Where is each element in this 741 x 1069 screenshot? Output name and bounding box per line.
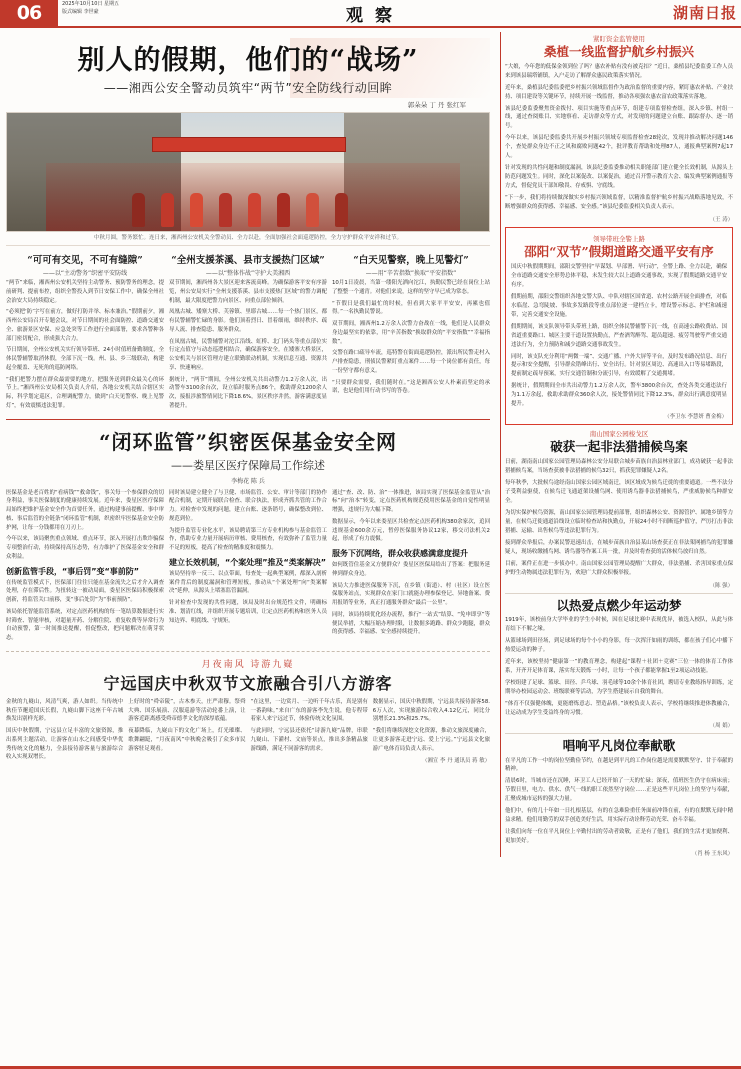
- paragraph: 近年来，桑植县纪委监委把乡村振兴领域监督作为政治监督的重要内容，紧盯惠农补贴、产业扶持、项目建设等关键环节，持续开展一线监督，推动各项强农惠农富农政策落实落地。: [505, 84, 733, 100]
- paragraph: “在这里，一边赏月、一边听千年古乐，真是别有一番韵味。”来自广东的游客李先生说，他专程带着家人来宁远过节，体验传统文化氛围。: [250, 698, 368, 723]
- column-divider: [500, 32, 501, 857]
- hero-sec-title: “白天见警察，晚上见警灯”: [353, 255, 469, 266]
- feature-subheadline: ——娄星区医疗保障局工作综述: [171, 458, 325, 472]
- bottom-column: [6, 698, 123, 765]
- paragraph: 为切实保护候鸟资源，南山国家公园管理局提前部署，组织森林公安、资源管护、属地乡镇等力量，在候鸟迁徙通道沿线设立临时检查站和执勤点，开展24小时不间断巡护值守，严厉打击非法猎捕、运输、出售候鸟等违法犯罪行为。: [505, 509, 733, 534]
- page-folio: 06: [0, 0, 58, 26]
- bottom-body-columns: [6, 698, 490, 765]
- paragraph: 清晨6时，当城市还在沉睡，环卫工人已经开始了一天的忙碌；深夜，值班医生仍守在病床前；节假日里，电力、供水、供气一线的职工依然坚守岗位……正是这些平凡岗位上的坚守与奉献，汇聚成城市运转的强大力量。: [505, 778, 733, 803]
- paragraph: 今年以来，该局聚焦重点领域、重点环节，深入开展打击欺诈骗保专项整治行动，持续保持高压态势，有力维护了医保基金安全和群众利益。: [6, 536, 164, 560]
- paragraph: 数据显示，国庆中秋假期，宁远县共接待游客58.6万人次，实现旅游综合收入4.12亿元，同比分别增长21.3%和25.7%。: [372, 698, 490, 723]
- right-signature: （陈 强）: [709, 582, 733, 589]
- paragraph: 同时，该支队充分利用“两微一端”、交通广播、户外大屏等平台，及时发布路况信息、出行提示和安全提醒，引导群众错峰出行、安全出行。针对景区周边、高速出入口等易堵路段，提前制定疏导预案，实行交通管制和分流引导，有效缓解了交通拥堵。: [511, 353, 727, 378]
- paragraph: 他们中，有的几十年如一日扎根基层，有的在急难险重任务面前冲锋在前，有的在默默无闻中精益求精。他们用勤劳的双手创造美好生活，用实际行动诠释劳动光荣、奋斗幸福。: [505, 808, 733, 824]
- hero-photo: [6, 112, 490, 232]
- hero-photo-caption: 中秋月圆，警务繁忙。连日来，湘西州公安机关全警动员、全力以赴，全面加强社会面巡逻防控，全力守护群众平安祥和过节。: [93, 235, 402, 241]
- photo-person: [248, 193, 261, 227]
- feature-sec-head: 创新监管手段，“事后罚”变“事前防”: [6, 566, 140, 576]
- left-column: [6, 32, 496, 857]
- paragraph: 今年以来，该县纪委监委共开展乡村振兴领域专项监督检查28轮次，发现并推动解决问题146个，查处群众身边不正之风和腐败问题42个，批评教育帮助和处理87人，通报典型案例7起17人。: [505, 135, 733, 160]
- feature-headline: “闭环监管”织密医保基金安全网: [98, 429, 397, 454]
- paragraph: 通过“查、改、防、治”一体推进，该局实现了医保基金监管从“治标”向“治本”转变，定点医药机构规范使用医保基金的自觉性明显增强，违规行为大幅下降。: [332, 489, 490, 513]
- hero-sec-title: “可可有交见，不可有缝隙”: [27, 255, 143, 266]
- feature-column: [6, 489, 164, 646]
- paragraph: 1919年，该校前身大学毕业的学生小时候，因在足球比赛中表现优异，被选入校队，从此与体育结下不解之缘。: [505, 617, 733, 633]
- photo-banner: [152, 137, 347, 152]
- paper-name: 湖南日报: [672, 4, 737, 22]
- right-signature: （王 涛）: [709, 217, 733, 224]
- right-article: [505, 738, 733, 857]
- paragraph: 近年来，该校坚持“健康第一”的教育理念，构建起“课程＋社团＋竞赛”三位一体的体育工作体系，开齐开足体育课，落实每天锻炼一小时，让每一个孩子都能掌握1至2项运动技能。: [505, 659, 733, 675]
- paragraph: “我们把警力摆在群众最需要的地方，把服务送到群众最关心的环节上。”湘西州公安局相关负责人介绍，各地公安机关结合辖区实际，科学划定巡区，合理调配警力，做到“白天见警察、晚上见警灯”，有效震慑违法犯罪。: [6, 376, 164, 409]
- bottom-headline: 宁远国庆中秋双节文旅融合引八方游客: [103, 673, 393, 693]
- paragraph: 夜幕降临，九嶷山下的文化广场上，灯光璀璨、歌舞翩跹，“月夜南风”中秋晚会吸引了众多市民游客驻足观看。: [128, 728, 246, 752]
- paragraph: 10月1日凌晨，当第一缕阳光洒向沱江，执勤民警已经在岗位上站了整整一个通宵。对他们来说，这样的坚守早已成为常态。: [332, 280, 490, 295]
- paragraph: “下一步，我们将持续做深做实乡村振兴领域监督，以精准监督护航乡村振兴战略落地见效，不断增强群众的获得感、幸福感、安全感。”该县纪委监委相关负责人表示。: [505, 195, 733, 211]
- paragraph: 与此同时，宁远县还依托“诗游九嶷”品牌，串联九嶷山、下灌村、文庙等景点，推出多条精品旅游线路，满足不同游客的需求。: [250, 728, 368, 752]
- right-headline: 以热爱点燃少年运动梦: [556, 597, 682, 613]
- paragraph: 双节期间，湘西州1.2万余人次警力奋战在一线，他们是人民群众身边最坚实的依靠，用“辛苦指数”换取群众的“平安指数”“幸福指数”。: [332, 321, 490, 345]
- photo-person: [335, 193, 348, 227]
- hero-sec-sub: ——以“整体作战”守护大美湘西: [205, 270, 291, 277]
- paragraph: 在传统监管模式下，医保部门往往只能在基金流失之后才介入调查处理，存在滞后性。为扭转这一被动局面，娄星区医保局积极探索创新，将监管关口前移，变“事后处罚”为“事前预防”。: [6, 579, 164, 603]
- masthead: [0, 0, 741, 28]
- masthead-editor: 版式编辑 李世豪: [62, 8, 99, 15]
- hero-body-columns: [6, 249, 490, 414]
- paragraph: 同时该局建立健全了与卫健、市场监管、公安、审计等部门的协作配合机制，定期开展联合检查、联合执法，形成齐抓共管的工作合力。对检查中发现的问题，建立台账、逐条销号，确保整改到位、规范到位。: [169, 489, 327, 522]
- paragraph: 在凤凰古城，民警辅警对沱江沿线、虹桥、北门码头等重点部位实行定点值守与动态巡逻相结合，确保游客安全。在矮寨大桥景区，公安机关与景区管理方建立联勤联动机制，实现信息互通、资源共享、快速响应。: [169, 338, 327, 371]
- feature-sec-head: 建立长效机制，“个案处理”推及“类案解决”: [169, 557, 327, 567]
- paragraph: 该县纪委监委聚焦资金拨付、项目实施等重点环节，组建专项监督检查组，深入乡镇、村组一线，通过查阅账目、实地察看、走访群众等方式，对发现的问题建立台账、跟踪督办、逐一销号。: [505, 105, 733, 130]
- right-article: [505, 598, 733, 729]
- hero-column: [332, 249, 490, 414]
- hero-sec-title: “全州支援茶溪、县市支援热门区域”: [171, 255, 325, 266]
- hero-column: [169, 249, 327, 414]
- paragraph: 节日期间，全州公安机关实行领导带班、24小时值班备勤制度，全体民警辅警取消休假，全部下沉一线。州、县、乡三级联动，构建起全覆盖、无死角的巡防网络。: [6, 347, 164, 371]
- paragraph: 双节期间，湘西州各大景区迎来客流高峰。为确保游客平安有序游览，州公安局实行“全州支援茶溪、县市支援热门区域”的警力调配机制，最大限度把警力向景区、向重点部位倾斜。: [169, 280, 327, 304]
- section-divider: [505, 593, 733, 594]
- right-kicker: 紧盯资金监管使用: [593, 35, 645, 43]
- paragraph: 日前，湖南南山国家公园管理局森林公安分局联合城步苗族自治县林业部门，成功破获一起非法猎捕候鸟案，当场查获被非法猎捕的候鸟32只，抓获犯罪嫌疑人2名。: [505, 458, 733, 474]
- hero-sec-sub: ——以“主动警务”织密平安防线: [42, 270, 128, 277]
- right-article-highlighted: [505, 227, 733, 425]
- photo-person: [306, 193, 319, 227]
- section-divider: [6, 419, 490, 420]
- right-signature: （肖 杨 王东风）: [691, 851, 733, 858]
- paragraph: 针对发现的共性问题和制度漏洞，该县纪委监委推动相关职能部门建立健全长效机制，从源头上防范问题发生。同时，深化以案促改、以案促治，通过召开警示教育大会、编发典型案例通报等方式，督促党员干部知敬畏、存戒惧、守底线。: [505, 165, 733, 190]
- photo-person: [132, 193, 145, 227]
- right-headline: 邵阳“双节”假期道路交通平安有序: [524, 244, 714, 260]
- bottom-column: [251, 698, 368, 765]
- paragraph: “节假日是我们最忙的时候，但看到大家平平安安，再累也值得。”一名执勤民警说。: [332, 300, 490, 316]
- hero-headline: 别人的假期，他们的“战场”: [77, 45, 419, 76]
- paragraph: 国庆中秋假期期间，邵阳交警坚持“早谋划、早部署、早行动”，全警上路、全力以赴，确保全市道路交通安全形势总体平稳，未发生较大以上道路交通事故，实现了假期道路交通平安有序。: [511, 263, 727, 288]
- bottom-kicker: 月夜南风 诗游九嶷: [201, 659, 295, 670]
- right-headline: 桑植一线监督护航乡村振兴: [543, 44, 694, 59]
- paragraph: 假期期间，该支队领导带头带班上路，组织全体民警辅警下沉一线，在高速公路收费站、国省道重要路口、城区主要干道设置执勤点，严查酒驾醉驾、超员超速、疲劳驾驶等严重交通违法行为，全力预防和减少道路交通事故发生。: [511, 323, 727, 348]
- bottom-column: [373, 698, 490, 765]
- paragraph: 该局大力推进医保服务下沉，在乡镇（街道）、村（社区）设立医保服务站点，实现群众在家门口就能办理参保登记、异地备案、费用报销等业务，真正打通服务群众“最后一公里”。: [332, 582, 490, 606]
- paragraph: 假期前期，邵阳交警组织各地交警大队、中队对辖区国省道、农村公路开展全面排查，对临水临崖、急弯陡坡、事故多发路段等重点部位逐一建档立卡，增设警示标志、护栏和减速带，完善交通安全设施。: [511, 293, 727, 318]
- feature-body-columns: [6, 489, 490, 646]
- right-signature: （李卫东 李慧妍 曹金梅）: [664, 414, 727, 421]
- paragraph: “我们将继续深挖文化资源，推动文旅深度融合，让更多游客走进宁远、爱上宁远。”宁远县文化旅游广电体育局负责人表示。: [372, 728, 490, 752]
- paragraph: 从篮球场到田径场，到足球场的每个小小的身影，每一次挥汗如雨的训练，都在孩子们心中播下热爱运动的种子。: [505, 638, 733, 654]
- section-title: 观 察: [346, 6, 395, 26]
- paragraph: 该局依托智能监管系统，对定点医药机构的每一笔结算数据进行实时筛查、智能审核，对超量开药、分解住院、重复收费等异常行为自动预警，第一时间推送提醒，督促整改，把问题解决在萌芽状态。: [6, 608, 164, 641]
- paragraph: 据统计，假期期间全市共出动警力1.2万余人次，警车3800余台次，查处各类交通违法行为1.1万余起，救助求助群众360余人次，接处警情同比下降12.3%，群众出行满意度明显提升。: [511, 383, 727, 408]
- bottom-column: [128, 698, 245, 765]
- paragraph: 医保基金是老百姓的“看病钱”“救命钱”，事关每一个参保群众的切身利益，事关医保制度的健康持续发展。近年来，娄星区医疗保障局始终把维护基金安全作为首要任务，通过构建事前提醒、事中审核、事后监管的全链条“闭环监管”机制，织密织牢医保基金安全防护网，让每一分钱都用在刀刃上。: [6, 489, 164, 531]
- paragraph: “必须把‘防’字写在前方，做好打防并举、标本兼治。”假期前夕，湘西州公安局召开专题会议，对节日期间的社会面防控、道路交通安全、旅游景区安保、应急处突等工作进行全面部署，要求各警种各部门密切配合，形成强大合力。: [6, 309, 164, 342]
- masthead-date: 2025年10月10日 星期五: [62, 1, 120, 7]
- paragraph: 学校组建了足球、篮球、田径、乒乓球、羽毛球等10余个体育社团，聘请专业教练指导训练，定期举办校园运动会、班级联赛等活动，为学生搭建展示自我的舞台。: [505, 680, 733, 695]
- photo-person: [219, 193, 232, 227]
- paragraph: 数据显示，今年以来娄星区共检查定点医药机构380余家次，追回违规基金600余万元，暂停医保服务协议12家，移交司法机关2起，形成了有力震慑。: [332, 518, 490, 543]
- bottom-article: [6, 657, 490, 765]
- feature-column: [332, 489, 490, 646]
- paragraph: 国庆中秋假期，宁远县立足丰富的文旅资源，推出系列主题活动，让游客在山水之间感受中华优秀传统文化的魅力，全县接待游客量与旅游综合收入实现双增长。: [6, 728, 124, 761]
- photo-person: [277, 193, 290, 227]
- paragraph: “体育不仅强健体魄，更能磨炼意志、塑造品格。”该校负责人表示，学校将继续推进体教融合，让运动成为学生受益终身的习惯。: [505, 700, 733, 716]
- right-kicker: 领导带班全警上路: [593, 235, 645, 244]
- paragraph: “两节”来临，湘西州公安机关坚持主动警务、预防警务的理念，提前研判、提前布控，组织全警投入到节日安保工作中，确保全州社会治安大局持续稳定。: [6, 280, 164, 304]
- feature-sec-head: 服务下沉网络，群众收获感满意度提升: [332, 549, 468, 558]
- section-divider: [505, 733, 733, 734]
- paragraph: 在平凡的工作一中的岗位坚勤俭节约，在越是到平凡的工作岗位越是需要默默坚守、甘于奉献的精神。: [505, 757, 733, 773]
- hero-subheadline: ——湘西公安全警动员筑牢“两节”安全防线行动回眸: [103, 81, 393, 95]
- right-article: [505, 429, 733, 588]
- section-divider: [6, 651, 490, 652]
- hero-column: [6, 249, 164, 414]
- right-article: [505, 34, 733, 223]
- paragraph: “大娘，今年您的低保金领到位了吗？惠农补贴有没有被克扣？”近日，桑植县纪委监委工作人员来到该县瑞塔铺镇，入户走访了解群众惠民政策落实情况。: [505, 63, 733, 79]
- paragraph: 凤凰古城、矮寨大桥、芙蓉镇、里耶古城……每一个热门景区，都有民警辅警忙碌的身影。他们顶着烈日、冒着细雨，维持秩序、疏导人流、排查隐患、服务群众。: [169, 309, 327, 333]
- paragraph: 据统计，“两节”期间，全州公安机关共出动警力1.2万余人次，出动警车3100余台次，设立临时服务点86个，救助群众1200余人次，接报涉旅警情同比下降18.6%，景区秩序井然，游客满意度显著提升。: [169, 376, 327, 409]
- paragraph: 接到群众举报后，办案民警迅速出击，在城步苗族自治县某山场查获正在非法架网捕鸟的犯罪嫌疑人，现场收缴捕鸟网、诱鸟器等作案工具一批，并及时将查获的活体候鸟放归自然。: [505, 539, 733, 555]
- paragraph: 该局坚持举一反三、以点带面，每查处一起典型案例，都深入剖析案件背后的制度漏洞和管理短板，推动从“个案处理”向“类案解决”延伸，从源头上堵塞监管漏洞。: [169, 570, 327, 595]
- feature-byline: 李梅花 陈 兵: [231, 477, 265, 485]
- feature-column: [169, 489, 327, 646]
- photo-person: [190, 193, 203, 227]
- right-signature: （周 娟）: [709, 722, 733, 729]
- paragraph: 交警在路口疏导车流，巡特警在街面巡逻防控，派出所民警走村入户排查隐患，刑侦民警紧盯重点案件……每一个岗位都有责任，每一份坚守都有意义。: [332, 350, 490, 374]
- right-kicker: 南山国家公园梭戈区: [589, 430, 649, 439]
- paragraph: 针对检查中发现的共性问题，该局及时出台规范性文件，明确标准、划清红线，并组织开展专题培训，让定点医药机构和医务人员知边界、明底线、守规矩。: [169, 600, 327, 624]
- feature-article: [6, 426, 490, 646]
- right-headline: 唱响平凡岗位奉献歌: [562, 737, 676, 753]
- paragraph: 如何既管住基金又方便群众？娄星区医保局给出了答案：把服务延伸到群众身边。: [332, 562, 490, 577]
- right-column: [505, 32, 733, 857]
- paragraph: 每年秋季，大批候鸟途经南山国家公园区域南迁，该区域成为候鸟迁徙的重要通道。一些不法分子受利益驱使，在候鸟迁飞通道架设捕鸟网、使用诱鸟器非法猎捕候鸟，严重威胁候鸟种群安全。: [505, 479, 733, 504]
- page-content: [0, 28, 741, 857]
- hero-sec-sub: ——用“辛苦指数”换取“平安指数”: [365, 270, 457, 277]
- paragraph: 让我们向每一位在平凡岗位上辛勤付出的劳动者致敬，正是有了他们，我们的生活才更加便利、更加美好。: [505, 829, 733, 845]
- hero-byline: 郭朵朵 丁 丹 张红军: [407, 101, 466, 109]
- paragraph: 上好时的“舜帝陵”，古木参天，庄严肃穆。祭舜大典、国乐展演、汉服巡游等活动轮番上演，让游客近距离感受舜帝德孝文化的深厚底蕴。: [128, 698, 246, 723]
- photo-person: [161, 193, 174, 227]
- bottom-signature: （湘宣 李 丹 通讯员 蒋 敏）: [422, 758, 490, 765]
- paragraph: 为提升监管专业化水平，该局聘请第三方专业机构参与基金监管工作，借助专业力量开展病历审核、费用核查，有效弥补了监管力量不足的短板，提高了检查的精准度和震慑力。: [169, 527, 327, 551]
- hero-article: [6, 38, 490, 246]
- paragraph: “只要群众需要，我们随时在。”这是湘西公安人朴素而坚定的承诺，也是他们用行动书写的答卷。: [332, 379, 490, 395]
- paragraph: 金秋的九嶷山，风清气爽，游人如织。当传统中秋佳节邂逅国庆长假，九嶷山脚下这座千年古城焕发出别样光彩。: [6, 698, 124, 723]
- paragraph: 同时，该局持续优化经办流程，推行“一站式”结算、“免申即享”等便民举措，大幅压缩办理时限，让数据多跑路、群众少跑腿，群众的获得感、幸福感、安全感持续提升。: [332, 611, 490, 636]
- right-headline: 破获一起非法猎捕候鸟案: [550, 439, 688, 455]
- paragraph: 目前，案件正在进一步侦办中。南山国家公园管理局提醒广大群众，非法猎捕、杀害国家重点保护野生动物属违法犯罪行为，欢迎广大群众积极举报。: [505, 560, 733, 576]
